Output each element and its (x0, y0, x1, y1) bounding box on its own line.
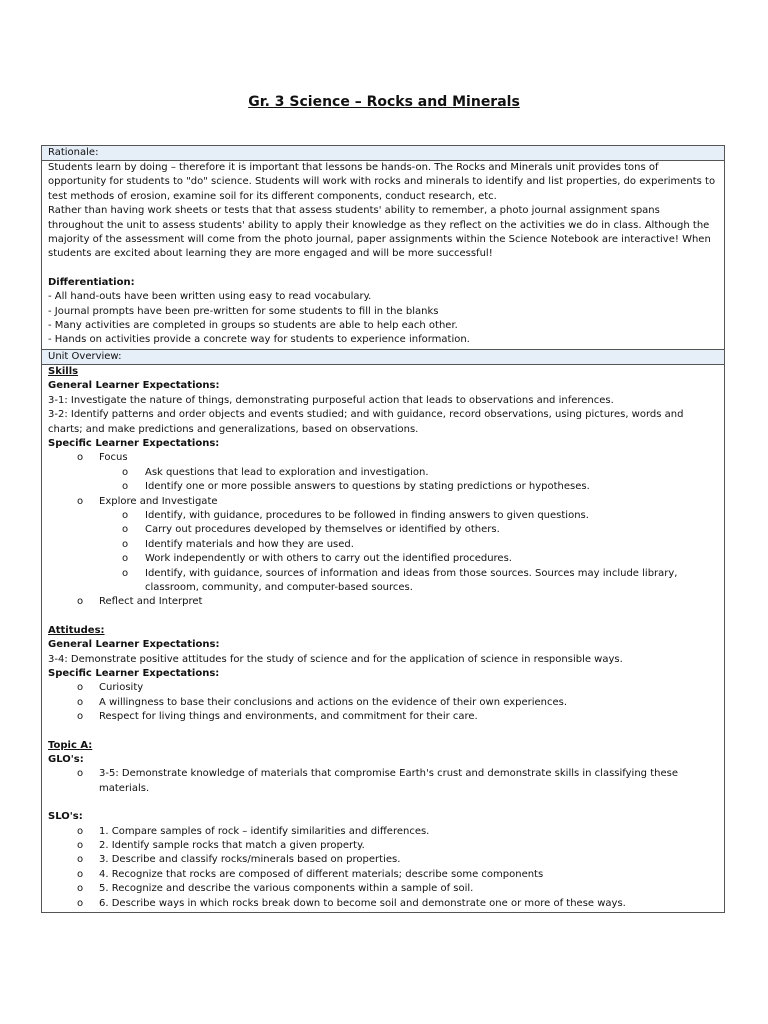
slo-heading: Specific Learner Expectations: (48, 437, 220, 449)
list-item (48, 696, 718, 710)
bullet: o (122, 524, 129, 536)
differentiation-item: - Many activities are completed in groups so students are able to help each other. (48, 320, 458, 332)
bullet: o (122, 538, 129, 550)
focus-item: Identify one or more possible answers to questions by stating predictions or hypotheses. (145, 481, 590, 493)
attitudes-glo-heading: General Learner Expectations: (48, 639, 220, 651)
rationale-paragraph: Students learn by doing – therefore it is important that lessons be hands-on. The Rocks and Minerals unit provides tons of opportunity for students to "do" science. Students will work with rocks and minerals to identify and list properties, do experiments to test methods of erosion, examine soil for its different components, conduct research, etc. (48, 162, 716, 202)
slo-item: 2. Identify sample rocks that match a given property. (99, 840, 365, 852)
focus-item: Ask questions that lead to exploration and investigation. (145, 466, 429, 478)
list-item (48, 825, 718, 839)
page-title: Gr. 3 Science – Rocks and Minerals (248, 94, 520, 110)
unit-overview-cell (42, 365, 724, 912)
list-item (48, 767, 718, 796)
rationale-header: Rationale: (42, 146, 724, 161)
bullet: o (77, 711, 84, 723)
rationale-paragraph: Rather than having work sheets or tests that that assess students' ability to remember, a photo journal assignment spans throughout the unit to assess students' ability to apply their knowledge as they reflect on the activities we do in class. Although the majority of the assessment will come from the photo journal, paper assignments within the Science Notebook are interactive! When students are excited about learning they are more engaged and will be more successful! (48, 205, 711, 260)
list-item (48, 509, 718, 523)
explore-item: Identify materials and how they are used. (145, 538, 354, 550)
bullet: o (77, 696, 84, 708)
list-item (48, 552, 718, 566)
list-item (48, 839, 718, 853)
bullet: o (77, 897, 84, 909)
bullet: o (77, 768, 84, 780)
glos-heading: GLO's: (48, 754, 84, 766)
glo-item: 3-1: Investigate the nature of things, demonstrating purposeful action that leads to observations and inferences. (48, 394, 614, 406)
topic-heading: Topic A: (48, 739, 93, 751)
bullet: o (122, 466, 129, 478)
focus-label: Focus (99, 452, 128, 464)
differentiation-item: - Journal prompts have been pre-written for some students to fill in the blanks (48, 305, 439, 317)
explore-item: Identify, with guidance, procedures to be followed in finding answers to given questions. (145, 509, 589, 521)
bullet: o (122, 509, 129, 521)
list-item (48, 595, 718, 609)
bullet: o (122, 567, 129, 579)
list-item (48, 495, 718, 509)
list-item (48, 567, 718, 596)
attitude-item: Curiosity (99, 682, 144, 694)
list-item (48, 853, 718, 867)
slo-item: 3. Describe and classify rocks/minerals based on properties. (99, 854, 401, 866)
unit-plan-table (41, 145, 725, 913)
bullet: o (77, 682, 84, 694)
unit-overview-header: Unit Overview: (42, 349, 724, 365)
glo-heading: General Learner Expectations: (48, 380, 220, 392)
attitudes-slo-heading: Specific Learner Expectations: (48, 668, 220, 679)
differentiation-item: - Hands on activities provide a concrete way for students to experience information. (48, 334, 470, 346)
slos-list (48, 825, 718, 911)
differentiation-heading: Differentiation: (48, 276, 135, 288)
rationale-cell (42, 161, 724, 349)
slo-item: 1. Compare samples of rock – identify similarities and differences. (99, 825, 430, 837)
list-item (48, 868, 718, 882)
bullet: o (122, 481, 129, 493)
list-item (48, 480, 718, 494)
skills-heading: Skills (48, 365, 79, 377)
list-item (48, 882, 718, 896)
slo-item: 5. Recognize and describe the various components within a sample of soil. (99, 883, 474, 895)
list-item (48, 451, 718, 465)
differentiation-item: - All hand-outs have been written using easy to read vocabulary. (48, 291, 372, 303)
list-item (48, 710, 718, 724)
bullet: o (122, 553, 129, 565)
list-item (48, 466, 718, 480)
attitudes-glo-item: 3-4: Demonstrate positive attitudes for the study of science and for the application of science in responsible ways. (48, 653, 623, 665)
explore-item: Identify, with guidance, sources of information and ideas from those sources. Sources may include library, classroom, community, and computer-based sources. (145, 567, 678, 593)
bullet: o (77, 840, 84, 852)
bullet: o (77, 495, 84, 507)
attitudes-list (48, 681, 718, 724)
reflect-label: Reflect and Interpret (99, 596, 203, 608)
attitude-item: A willingness to base their conclusions and actions on the evidence of their own experiences. (99, 696, 568, 708)
list-item (48, 538, 718, 552)
bullet: o (77, 883, 84, 895)
bullet: o (77, 825, 84, 837)
slo-item: 6. Describe ways in which rocks break down to become soil and demonstrate one or more of these ways. (99, 897, 626, 909)
skills-list (48, 451, 718, 609)
list-item (48, 897, 718, 911)
list-item (48, 523, 718, 537)
bullet: o (77, 854, 84, 866)
bullet: o (77, 452, 84, 464)
attitude-item: Respect for living things and environments, and commitment for their care. (99, 711, 478, 723)
slo-item: 4. Recognize that rocks are composed of different materials; describe some components (99, 868, 544, 880)
list-item (48, 681, 718, 695)
explore-item: Carry out procedures developed by themselves or identified by others. (145, 524, 500, 536)
glos-list (48, 767, 718, 796)
explore-label: Explore and Investigate (99, 495, 218, 507)
glo-item: 3-5: Demonstrate knowledge of materials that compromise Earth's crust and demonstrate skills in classifying these materials. (99, 768, 678, 794)
bullet: o (77, 596, 84, 608)
explore-item: Work independently or with others to carry out the identified procedures. (145, 553, 512, 565)
glo-item: 3-2: Identify patterns and order objects and events studied; and with guidance, record observations, using pictures, words and charts; and make predictions and generalizations, based on observations. (48, 409, 684, 435)
attitudes-heading: Attitudes: (48, 624, 105, 636)
slos-heading: SLO's: (48, 811, 83, 823)
bullet: o (77, 868, 84, 880)
